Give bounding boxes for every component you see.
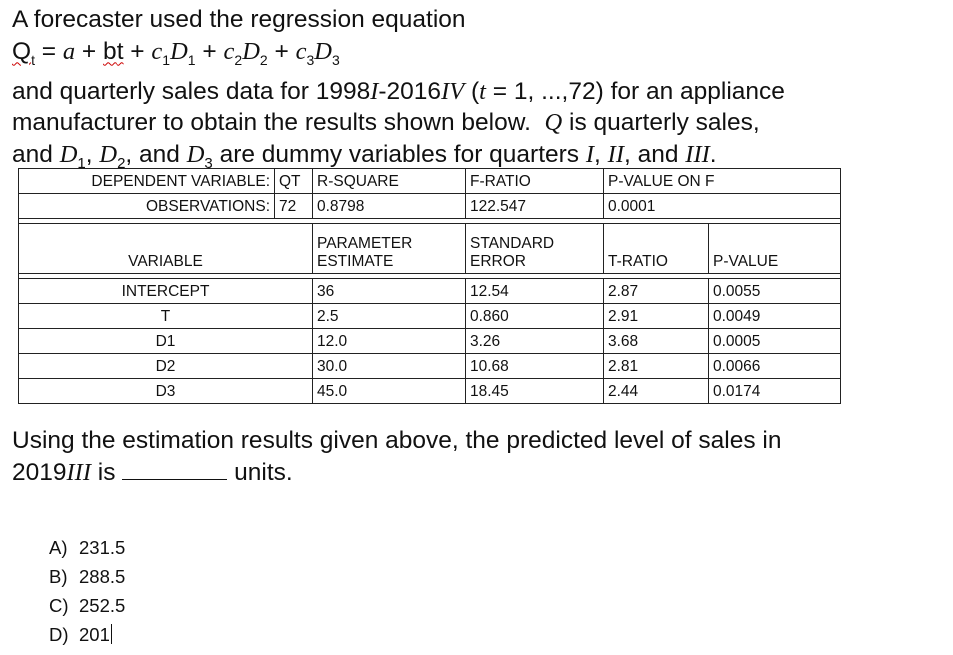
observations-value: 72 xyxy=(275,194,313,219)
variable-name: D1 xyxy=(19,329,313,354)
f-ratio-value: 122.547 xyxy=(466,194,604,219)
stderr-value: 10.68 xyxy=(466,354,604,379)
tratio-value: 2.91 xyxy=(604,304,709,329)
col-variable: VARIABLE xyxy=(19,224,313,274)
regression-results-table xyxy=(18,168,841,404)
tratio-value: 3.68 xyxy=(604,329,709,354)
col-t-ratio: T-RATIO xyxy=(604,224,709,274)
answer-blank xyxy=(122,459,227,480)
table-row xyxy=(19,354,841,379)
question-line-3: and quarterly sales data for 1998I-2016IV (t = 1, ...,72) for an appliance xyxy=(12,77,785,105)
stderr-value: 18.45 xyxy=(466,379,604,404)
question-line-4: manufacturer to obtain the results shown below. Q is quarterly sales, xyxy=(12,109,760,137)
dep-var-label: DEPENDENT VARIABLE: xyxy=(19,169,275,194)
table-row xyxy=(19,379,841,404)
variable-name: T xyxy=(19,304,313,329)
pvalue-value: 0.0049 xyxy=(709,304,841,329)
variable-name: D3 xyxy=(19,379,313,404)
estimate-value: 2.5 xyxy=(313,304,466,329)
text-caret xyxy=(111,624,112,644)
estimate-value: 36 xyxy=(313,279,466,304)
p-value-f-label: P-VALUE ON F xyxy=(604,169,841,194)
col-parameter-estimate: PARAMETER ESTIMATE xyxy=(313,224,466,274)
r-square-label: R-SQUARE xyxy=(313,169,466,194)
estimate-value: 45.0 xyxy=(313,379,466,404)
option-b[interactable]: B) 288.5 xyxy=(49,566,126,587)
summary-row-2 xyxy=(19,194,841,219)
column-header-row xyxy=(19,224,841,274)
option-c[interactable]: C) 252.5 xyxy=(49,595,126,616)
estimate-value: 30.0 xyxy=(313,354,466,379)
tratio-value: 2.87 xyxy=(604,279,709,304)
question-line-1: A forecaster used the regression equation xyxy=(12,6,466,33)
table-row xyxy=(19,329,841,354)
r-square-value: 0.8798 xyxy=(313,194,466,219)
variable-name: INTERCEPT xyxy=(19,279,313,304)
prompt-line-1: Using the estimation results given above, the predicted level of sales in xyxy=(12,427,782,454)
tratio-value: 2.44 xyxy=(604,379,709,404)
pvalue-value: 0.0174 xyxy=(709,379,841,404)
table-row xyxy=(19,304,841,329)
p-value-f-value: 0.0001 xyxy=(604,194,841,219)
table-row xyxy=(19,279,841,304)
pvalue-value: 0.0066 xyxy=(709,354,841,379)
tratio-value: 2.81 xyxy=(604,354,709,379)
f-ratio-label: F-RATIO xyxy=(466,169,604,194)
dep-var-value: QT xyxy=(275,169,313,194)
regression-equation: $Q_t = a$ + bt + $c_1D_1 + c_2D_2 + c_3D_3$ xyxy=(12,37,340,68)
option-a[interactable]: A) 231.5 xyxy=(49,537,126,558)
question-line-5: and $D_1$, $D_2$, and $D_3$ are dummy variables for quarters I, II, and III. xyxy=(12,140,717,172)
answer-options xyxy=(49,533,125,649)
pvalue-value: 0.0005 xyxy=(709,329,841,354)
estimate-value: 12.0 xyxy=(313,329,466,354)
option-d[interactable]: D) 201 xyxy=(49,624,110,645)
observations-label: OBSERVATIONS: xyxy=(19,194,275,219)
stderr-value: 0.860 xyxy=(466,304,604,329)
variable-name: D2 xyxy=(19,354,313,379)
col-standard-error: STANDARD ERROR xyxy=(466,224,604,274)
stderr-value: 3.26 xyxy=(466,329,604,354)
summary-row-1 xyxy=(19,169,841,194)
pvalue-value: 0.0055 xyxy=(709,279,841,304)
prompt-text xyxy=(12,425,942,488)
question-text xyxy=(12,4,942,179)
stderr-value: 12.54 xyxy=(466,279,604,304)
col-p-value: P-VALUE xyxy=(709,224,841,274)
prompt-line-2: 2019III is units. xyxy=(12,458,293,486)
